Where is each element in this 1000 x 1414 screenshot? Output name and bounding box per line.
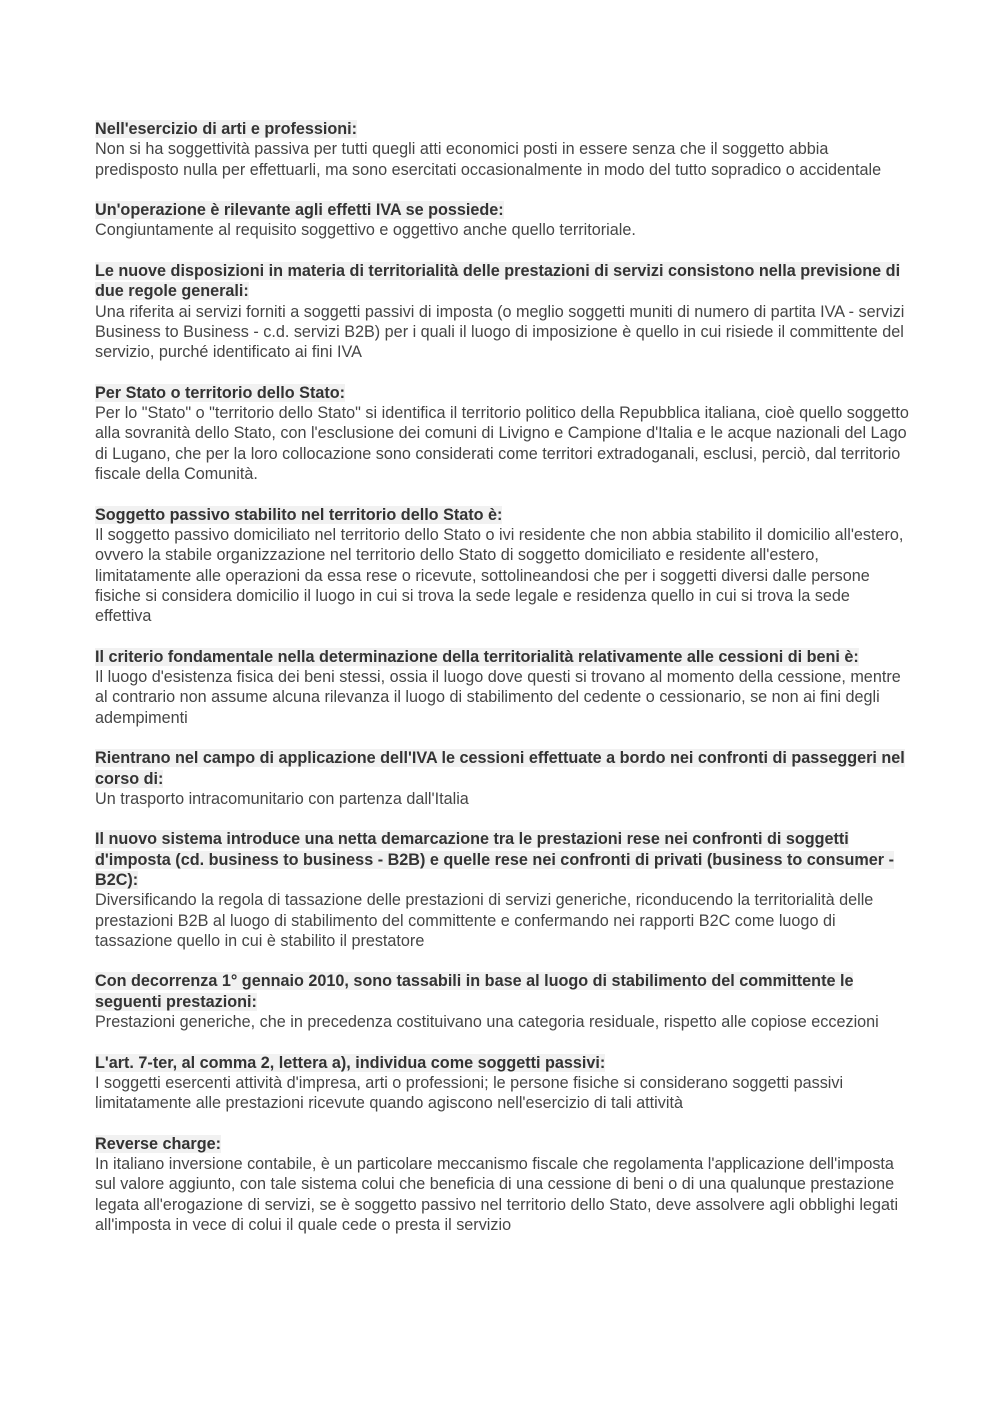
qa-entry: [95, 1134, 910, 1235]
qa-entry: [95, 1053, 910, 1114]
answer-text: In italiano inversione contabile, è un particolare meccanismo fiscale che regolamenta l'applicazione dell'imposta sul valore aggiunto, con tale sistema colui che beneficia di una cessione di beni o di una qualunque prestazione legata all'erogazione di servizi, se è soggetto passivo nel territorio dello Stato, deve assolvere agli obblighi legati all'imposta in vece di colui il quale cede o presta il servizio: [95, 1155, 899, 1235]
answer-text: Il luogo d'esistenza fisica dei beni stessi, ossia il luogo dove questi si trovano al momento della cessione, mentre al contrario non assume alcuna rilevanza il luogo di stabilimento del cedente o cessionario, se non ai fini degli adempimenti: [95, 668, 901, 727]
qa-entry: [95, 119, 910, 180]
answer-text: Congiuntamente al requisito soggettivo e oggettivo anche quello territoriale.: [95, 221, 636, 240]
qa-entry: [95, 971, 910, 1032]
question-heading: Un'operazione è rilevante agli effetti IVA se possiede:: [95, 201, 504, 220]
qa-entry: [95, 829, 910, 951]
answer-text: Non si ha soggettività passiva per tutti quegli atti economici posti in essere senza che il soggetto abbia predisposto nulla per effettuarli, ma sono esercitati occasionalmente in modo del tutto sopradico o accidentale: [95, 140, 882, 179]
question-heading: Reverse charge:: [95, 1134, 221, 1153]
answer-text: Prestazioni generiche, che in precedenza costituivano una categoria residuale, rispetto alle copiose eccezioni: [95, 1013, 879, 1032]
qa-entry: [95, 261, 910, 362]
answer-text: Una riferita ai servizi forniti a soggetti passivi di imposta (o meglio soggetti muniti di numero di partita IVA - servizi Business to Business - c.d. servizi B2B) per i quali il luogo di imposizione è quello in cui risiede il committente del servizio, purché identificato ai fini IVA: [95, 302, 905, 362]
qa-entry: [95, 748, 910, 809]
qa-entry: [95, 200, 910, 241]
question-heading: Nell'esercizio di arti e professioni:: [95, 120, 358, 138]
answer-text: I soggetti esercenti attività d'impresa, arti o professioni; le persone fisiche si considerano soggetti passivi limitatamente alle prestazioni ricevute quando agiscono nell'esercizio di tali attività: [95, 1073, 844, 1113]
question-heading: Il criterio fondamentale nella determinazione della territorialità relativamente alle cessioni di beni è:: [95, 647, 859, 666]
question-heading: Soggetto passivo stabilito nel territorio dello Stato è:: [95, 505, 503, 524]
question-heading: Per Stato o territorio dello Stato:: [95, 383, 346, 402]
answer-text: Diversificando la regola di tassazione delle prestazioni di servizi generiche, riconducendo la territorialità delle prestazioni B2B al luogo di stabilimento del committente e confermando nei rapporti B2C come luogo di tassazione quello in cui è stabilito il prestatore: [95, 891, 874, 950]
qa-entry: [95, 505, 910, 627]
qa-entry: [95, 647, 910, 728]
qa-entry: [95, 383, 910, 484]
document-page: [95, 119, 910, 1256]
question-heading: Il nuovo sistema introduce una netta demarcazione tra le prestazioni rese nei confronti di soggetti d'imposta (cd. business to business - B2B) e quelle rese nei confronti di privati (business to consumer - B2C):: [95, 830, 894, 889]
question-heading: Le nuove disposizioni in materia di territorialità delle prestazioni di servizi consistono nella previsione di due regole generali:: [95, 262, 901, 301]
answer-text: Un trasporto intracomunitario con partenza dall'Italia: [95, 789, 469, 808]
answer-text: Per lo "Stato" o "territorio dello Stato" si identifica il territorio politico della Repubblica italiana, cioè quello soggetto alla sovranità dello Stato, con l'esclusione dei comuni di Livigno e Campione d'Italia e le acque nazionali del Lago di Lugano, che per la loro collocazione sono considerati come territori extradoganali, esclusi, perciò, dal territorio fiscale della Comunità.: [95, 404, 909, 484]
question-heading: Rientrano nel campo di applicazione dell'IVA le cessioni effettuate a bordo nei confronti di passeggeri nel corso di:: [95, 749, 905, 788]
question-heading: L'art. 7-ter, al comma 2, lettera a), individua come soggetti passivi:: [95, 1053, 606, 1072]
answer-text: Il soggetto passivo domiciliato nel territorio dello Stato o ivi residente che non abbia stabilito il domicilio all'estero, ovvero la stabile organizzazione nel territorio dello Stato di soggetto domiciliato e residente all'estero, limitatamente alle operazioni da essa rese o ricevute, sottolineandosi che per i soggetti diversi dalle persone fisiche si considera domicilio il luogo in cui si trova la sede legale e residenza quello in cui si trova la sede effettiva: [95, 525, 904, 626]
question-heading: Con decorrenza 1° gennaio 2010, sono tassabili in base al luogo di stabilimento del committente le seguenti prestazioni:: [95, 972, 854, 1011]
